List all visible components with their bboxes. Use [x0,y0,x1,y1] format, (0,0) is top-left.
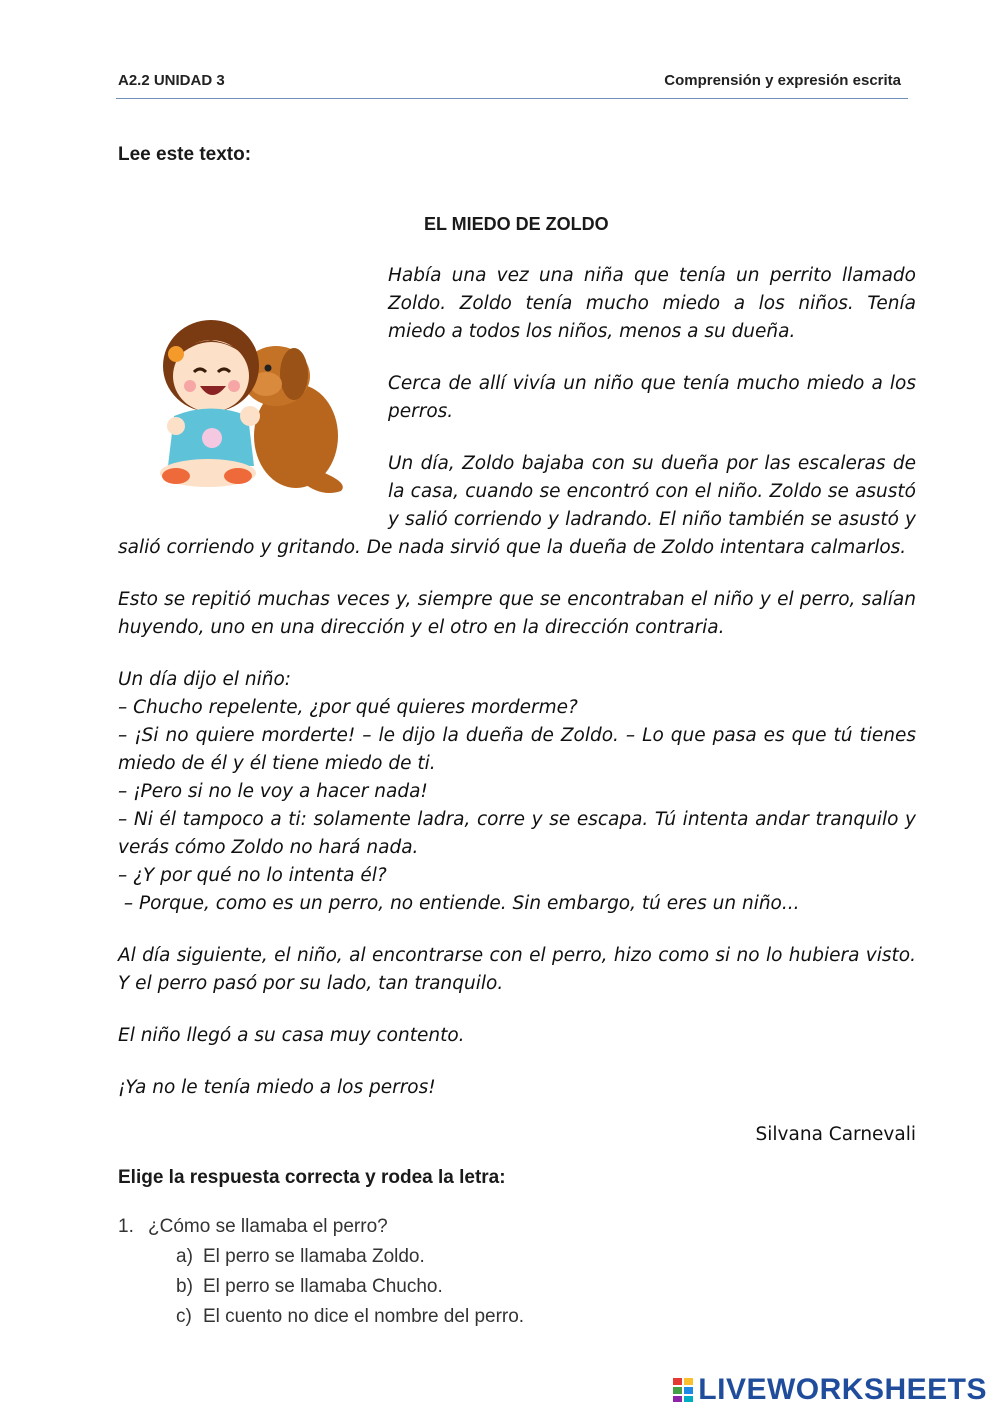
read-instruction: Lee este texto: [118,144,252,165]
story-paragraph: Un día, Zoldo bajaba con su dueña por las escaleras de la casa, cuando se encontró con el niño. Zoldo se asustó y salió corriendo y ladrando. El niño también se asustó y salió corriendo y gritando. De nada sirvió que la dueña de Zoldo intentara calmarlos. [118,453,916,558]
question [118,1212,524,1242]
story-paragraph: El niño llegó a su casa muy contento. [118,1025,465,1046]
dialogue-line: – Ni él tampoco a ti: solamente ladra, corre y se escapa. Tú intenta andar tranquilo y verás cómo Zoldo no hará nada. [118,809,916,858]
question-number: 1. [118,1216,134,1237]
liveworksheets-logo [672,1373,987,1407]
question-list [118,1212,524,1332]
option-text: El perro se llamaba Chucho. [203,1276,443,1297]
answer-option-b[interactable] [118,1272,524,1302]
option-letter[interactable]: b) [176,1276,193,1297]
story-paragraph: Había una vez una niña que tenía un perrito llamado Zoldo. Zoldo tenía mucho miedo a los niños. Tenía miedo a todos los niños, menos a su dueña. [388,265,916,342]
dialogue-line: – ¿Y por qué no lo intenta él? [118,865,387,886]
header-section-label: Comprensión y expresión escrita [664,72,901,89]
story-title: EL MIEDO DE ZOLDO [424,214,609,234]
story-paragraph: Esto se repitió muchas veces y, siempre que se encontraban el niño y el perro, salían huyendo, uno en una dirección y el otro en la dirección contraria. [118,589,916,638]
option-text: El perro se llamaba Zoldo. [203,1246,425,1267]
option-letter[interactable]: a) [176,1246,193,1267]
question-text: ¿Cómo se llamaba el perro? [148,1216,388,1237]
liveworksheets-logo-icon [672,1377,694,1403]
header-unit-label: A2.2 UNIDAD 3 [118,72,225,89]
illustration-space [118,262,388,512]
choose-instruction: Elige la respuesta correcta y rodea la letra: [118,1167,506,1188]
header-divider [116,98,908,99]
answer-option-a[interactable] [118,1242,524,1272]
story-text [118,262,916,1126]
story-author: Silvana Carnevali [755,1124,916,1145]
dialogue-line: – ¡Si no quiere morderte! – le dijo la dueña de Zoldo. – Lo que pasa es que tú tienes miedo de él y él tiene miedo de ti. [118,725,916,774]
dialogue-line: Un día dijo el niño: [118,669,292,690]
liveworksheets-logo-text: LIVEWORKSHEETS [698,1373,987,1406]
answer-option-c[interactable] [118,1302,524,1332]
dialogue-block [118,666,916,918]
option-letter[interactable]: c) [176,1306,192,1327]
dialogue-line: – Porque, como es un perro, no entiende. Sin embargo, tú eres un niño... [118,893,800,914]
story-paragraph: Al día siguiente, el niño, al encontrarse con el perro, hizo como si no lo hubiera visto. Y el perro pasó por su lado, tan tranquilo. [118,945,916,994]
story-paragraph: ¡Ya no le tenía miedo a los perros! [118,1077,436,1098]
option-text: El cuento no dice el nombre del perro. [203,1306,525,1327]
story-paragraph: Cerca de allí vivía un niño que tenía mucho miedo a los perros. [388,373,916,422]
dialogue-line: – Chucho repelente, ¿por qué quieres morderme? [118,697,578,718]
dialogue-line: – ¡Pero si no le voy a hacer nada! [118,781,428,802]
